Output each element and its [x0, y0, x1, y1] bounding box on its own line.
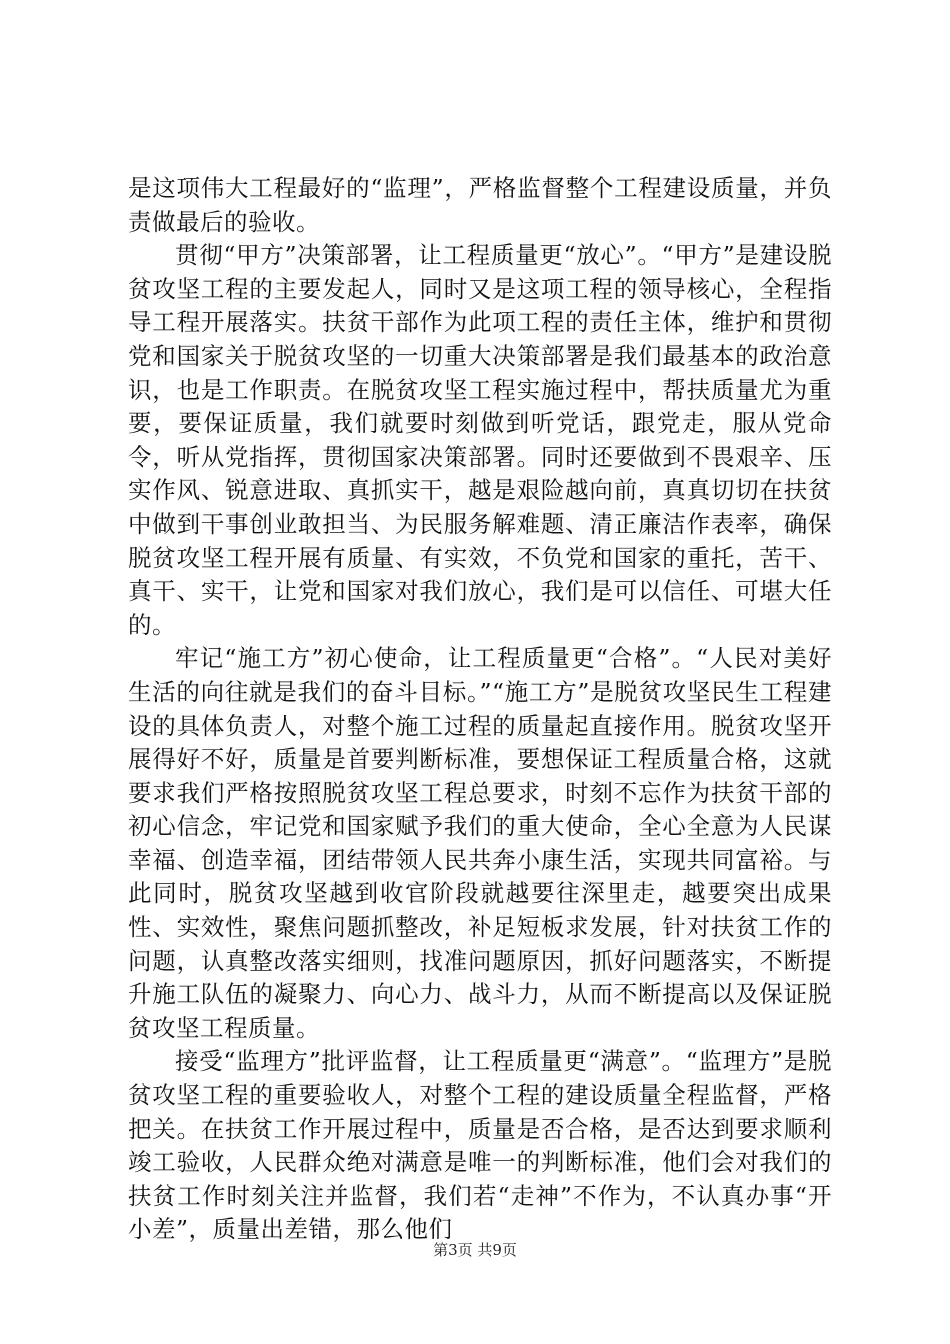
paragraph-supervision-side: 接受“监理方”批评监督，让工程质量更“满意”。“监理方”是脱贫攻坚工程的重要验收人，对整个工程的建设质量全程监督，严格把关。在扶贫工作开展过程中，质量是否合格，是否达到要求顺利竣工验收，人民群众绝对满意是唯一的判断标准，他们会对我们的扶贫工作时刻关注并监督，我们若“走神”不作为，不认真办事“开小差”，质量出差错，那么他们 [128, 1047, 832, 1244]
document-body [128, 172, 832, 1247]
page-footer: 第3页 共9页 [433, 1241, 517, 1259]
paragraph-continuation: 是这项伟大工程最好的“监理”，严格监督整个工程建设质量，并负责做最后的验收。 [128, 174, 832, 236]
paragraph-party-side: 贯彻“甲方”决策部署，让工程质量更“放心”。“甲方”是建设脱贫攻坚工程的主要发起人，同时又是这项工程的领导核心，全程指导工程开展落实。扶贫干部作为此项工程的责任主体，维护和贯彻党和国家关于脱贫攻坚的一切重大决策部署是我们最基本的政治意识，也是工作职责。在脱贫攻坚工程实施过程中，帮扶质量尤为重要，要保证质量，我们就要时刻做到听党话，跟党走，服从党命令，听从党指挥，贯彻国家决策部署。同时还要做到不畏艰辛、压实作风、锐意进取、真抓实干，越是艰险越向前，真真切切在扶贫中做到干事创业敢担当、为民服务解难题、清正廉洁作表率，确保脱贫攻坚工程开展有质量、有实效，不负党和国家的重托，苦干、真干、实干，让党和国家对我们放心，我们是可以信任、可堪大任的。 [128, 241, 832, 639]
paragraph-construction-side: 牢记“施工方”初心使命，让工程质量更“合格”。“人民对美好生活的向往就是我们的奋斗目标。”“施工方”是脱贫攻坚民生工程建设的具体负责人，对整个施工过程的质量起直接作用。脱贫攻坚开展得好不好，质量是首要判断标准，要想保证工程质量合格，这就要求我们严格按照脱贫攻坚工程总要求，时刻不忘作为扶贫干部的初心信念，牢记党和国家赋予我们的重大使命，全心全意为人民谋幸福、创造幸福，团结带领人民共奔小康生活，实现共同富裕。与此同时，脱贫攻坚越到收官阶段就越要往深里走，越要突出成果性、实效性，聚焦问题抓整改，补足短板求发展，针对扶贫工作的问题，认真整改落实细则，找准问题原因，抓好问题落实，不断提升施工队伍的凝聚力、向心力、战斗力，从而不断提高以及保证脱贫攻坚工程质量。 [128, 644, 832, 1042]
